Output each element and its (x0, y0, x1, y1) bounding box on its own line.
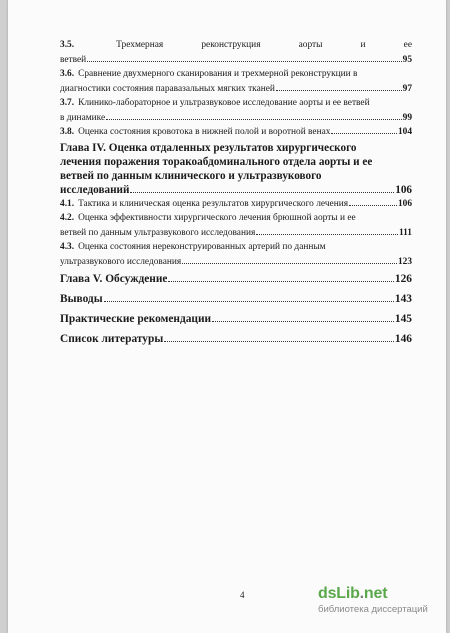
toc-num: 4.2. (60, 213, 75, 223)
toc-entry-3-5 (60, 38, 412, 67)
toc-word: и (360, 40, 366, 50)
watermark-brand: dsLib.net (318, 585, 388, 602)
toc-num: 3.8. (60, 127, 75, 137)
toc-text: диагностики состояния паравазальных мягких тканей (60, 83, 275, 94)
document-page (8, 0, 446, 633)
toc-page: 145 (394, 313, 412, 325)
leader-dots (212, 321, 394, 322)
toc-page: 95 (402, 54, 412, 65)
toc-references (60, 332, 412, 347)
toc-text: Глава V. Обсуждение (60, 273, 168, 285)
toc-page: 111 (398, 227, 412, 238)
toc-word: Трехмерная (116, 40, 164, 50)
toc-page: 97 (402, 83, 412, 94)
toc-text: Оценка состояния нереконструированных артерий по данным (78, 242, 326, 252)
toc-text: Оценка эффективности хирургического лечения брюшной аорты и ее (78, 213, 356, 223)
toc-text: ультразвукового исследования (60, 256, 182, 267)
toc-page: 123 (397, 256, 412, 267)
toc-chapter-5 (60, 272, 412, 287)
toc-text: Сравнение двухмерного сканирования и трехмерной реконструкции в (78, 69, 358, 79)
toc-entry-3-8 (60, 125, 412, 140)
leader-dots (104, 301, 394, 302)
table-of-contents (60, 38, 412, 347)
toc-num: 4.1. (60, 198, 75, 209)
toc-page: 126 (394, 273, 412, 285)
toc-text: Выводы (60, 293, 103, 305)
leader-dots (256, 234, 398, 235)
chapter-title-line: Глава IV. Оценка отдаленных результатов хирургического (60, 141, 357, 154)
toc-conclusions (60, 292, 412, 307)
toc-word: реконструкция (201, 40, 261, 50)
toc-page: 106 (395, 183, 412, 196)
toc-text: в динамике (60, 112, 106, 123)
toc-num: 3.6. (60, 69, 75, 79)
toc-chapter-4 (60, 141, 412, 197)
toc-page: 106 (397, 198, 412, 209)
toc-text: Оценка состояния кровотока в нижней полой и воротной венах (78, 127, 331, 137)
toc-page: 104 (397, 127, 412, 137)
leader-dots (168, 281, 393, 282)
toc-text: ветвей по данным ультразвукового исследования (60, 227, 256, 238)
toc-text: ветвей (60, 54, 87, 65)
toc-page: 99 (402, 112, 412, 123)
chapter-title-line: ветвей по данным клинического и ультразвукового (60, 169, 322, 182)
toc-page: 143 (394, 293, 412, 305)
leader-dots (106, 119, 401, 120)
watermark-logo (318, 585, 442, 627)
page-number: 4 (240, 590, 245, 600)
toc-entry-4-1 (60, 197, 412, 212)
leader-dots (164, 341, 394, 342)
watermark-subtitle: библиотека диссертаций (318, 604, 428, 615)
toc-page: 146 (394, 333, 412, 345)
chapter-title-line: исследований (60, 183, 130, 196)
toc-text: Список литературы (60, 333, 164, 345)
chapter-title-line: лечения поражения торакоабдоминального отдела аорты и ее (60, 155, 373, 168)
toc-recommendations (60, 312, 412, 327)
toc-entry-4-3 (60, 240, 412, 269)
toc-word: аорты (298, 40, 323, 50)
leader-dots (349, 205, 397, 206)
leader-dots (130, 192, 394, 193)
toc-word: ее (403, 40, 412, 50)
toc-entry-3-7 (60, 96, 412, 125)
toc-text: Клинико-лабораторное и ультразвуковое исследование аорты и ее ветвей (78, 98, 370, 108)
toc-text: Тактика и клиническая оценка результатов хирургического лечения (78, 198, 349, 209)
toc-entry-4-2 (60, 211, 412, 240)
toc-num: 3.5. (60, 40, 75, 50)
toc-entry-3-6 (60, 67, 412, 96)
leader-dots (276, 90, 402, 91)
leader-dots (87, 61, 401, 62)
leader-dots (331, 133, 396, 134)
toc-num: 3.7. (60, 98, 75, 108)
toc-text: Практические рекомендации (60, 313, 212, 325)
leader-dots (182, 263, 397, 264)
toc-num: 4.3. (60, 242, 75, 252)
